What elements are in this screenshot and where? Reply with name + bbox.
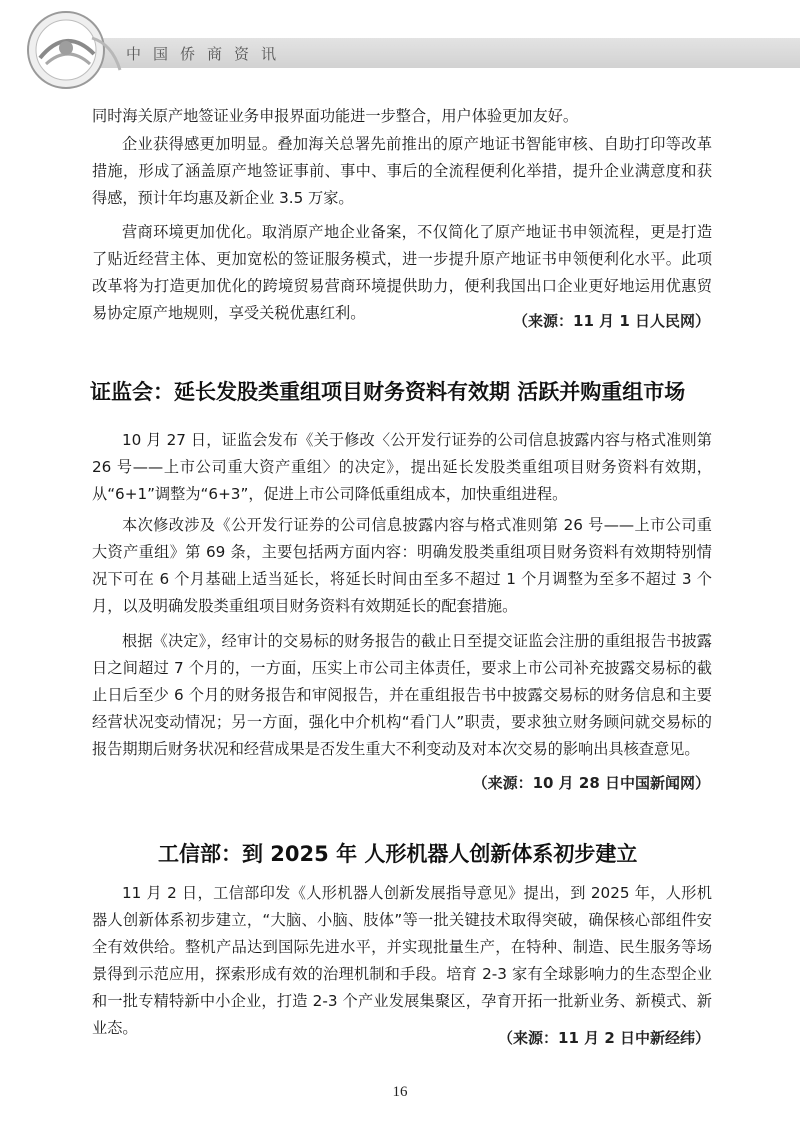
page-number: 16 xyxy=(392,1084,408,1100)
section1-paragraph-1: 同时海关原产地签证业务申报界面功能进一步整合，用户体验更加友好。 xyxy=(92,107,578,125)
section2-paragraph-2: 本次修改涉及《公开发行证券的公司信息披露内容与格式准则第 26 号——上市公司重大资产重组》第 69 条，主要包括两方面内容：明确发股类重组项目财务资料有效期特别情况下可在 6 个月基础上适当延长，将延长时间由至多不超过 1 个月调整为至多不超过 3 个月，以及明确发股类重组项目财务资料有效期延长的配套措施。 xyxy=(92,516,712,615)
section3-source: （来源：11 月 2 日中新经纬） xyxy=(498,1029,710,1047)
section1-source: （来源：11 月 1 日人民网） xyxy=(513,312,710,330)
page-header xyxy=(0,0,800,100)
section2-paragraph-1: 10 月 27 日，证监会发布《关于修改〈公开发行证券的公司信息披露内容与格式准则第 26 号——上市公司重大资产重组〉的决定》，提出延长发股类重组项目财务资料有效期，从“6+1”调整为“6+3”，促进上市公司降低重组成本，加快重组进程。 xyxy=(92,431,712,503)
header-title: 中国侨商资讯 xyxy=(126,45,289,63)
section1-paragraph-3: 营商环境更加优化。取消原产地企业备案，不仅简化了原产地证书申领流程，更是打造了贴近经营主体、更加宽松的签证服务模式，进一步提升原产地证书申领便利化水平。此项改革将为打造更加优化的跨境贸易营商环境提供助力，便利我国出口企业更好地运用优惠贸易协定原产地规则，享受关税优惠红利。 xyxy=(92,223,712,322)
section2-paragraph-3: 根据《决定》，经审计的交易标的财务报告的截止日至提交证监会注册的重组报告书披露日之间超过 7 个月的，一方面，压实上市公司主体责任，要求上市公司补充披露交易标的截止日后至少 6 个月的财务报告和审阅报告，并在重组报告书中披露交易标的财务信息和主要经营状况变动情况；另一方面，强化中介机构“看门人”职责，要求独立财务顾问就交易标的报告期期后财务状况和经营成果是否发生重大不利变动及对本次交易的影响出具核查意见。 xyxy=(92,632,712,758)
section1-paragraph-2: 企业获得感更加明显。叠加海关总署先前推出的原产地证书智能审核、自助打印等改革措施，形成了涵盖原产地签证事前、事中、事后的全流程便利化举措，提升企业满意度和获得感，预计年均惠及新企业 3.5 万家。 xyxy=(92,135,712,207)
section2-source: （来源：10 月 28 日中国新闻网） xyxy=(472,774,710,792)
chamber-logo xyxy=(20,8,126,90)
section3-heading: 工信部：到 2025 年 人形机器人创新体系初步建立 xyxy=(158,842,638,866)
section2-heading: 证监会：延长发股类重组项目财务资料有效期 活跃并购重组市场 xyxy=(90,380,686,404)
section3-paragraph-1: 11 月 2 日，工信部印发《人形机器人创新发展指导意见》提出，到 2025 年，人形机器人创新体系初步建立，“大脑、小脑、肢体”等一批关键技术取得突破，确保核心部组件安全有效供给。整机产品达到国际先进水平，并实现批量生产，在特种、制造、民生服务等场景得到示范应用，探索形成有效的治理机制和手段。培育 2-3 家有全球影响力的生态型企业和一批专精特新中小企业，打造 2-3 个产业发展集聚区，孕育开拓一批新业务、新模式、新业态。 xyxy=(92,884,712,1037)
